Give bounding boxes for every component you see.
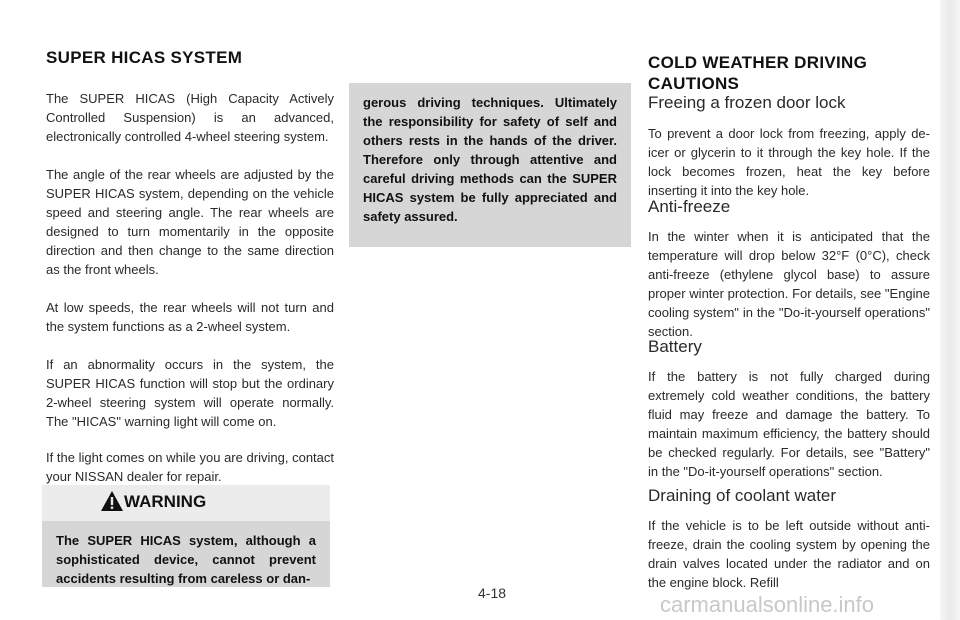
page-number: 4-18 bbox=[478, 585, 507, 601]
watermark-text: carmanualsonline.info bbox=[660, 592, 875, 617]
paragraph-hicas-rear-angle: The angle of the rear wheels are adjusted by the SUPER HICAS system, depending on the vehicle speed and steering angle. The rear wheels are designed to turn momentarily in the opposite direction and then change to the same direction as the front wheels. bbox=[46, 167, 334, 277]
paragraph-frozen-door-lock: To prevent a door lock from freezing, apply de-icer or glycerin to it through the key hole. If the lock becomes frozen, heat the key before inserting it into the key hole. bbox=[648, 126, 930, 198]
warning-text-part-2: gerous driving techniques. Ultimately the responsibility for safety of self and others rests in the hands of the driver. Therefore only through attentive and careful driving methods can the SUPER HICAS system be fully appreciated and safety assured. bbox=[349, 83, 631, 247]
warning-text-part-1: The SUPER HICAS system, although a sophisticated device, cannot prevent accidents resulting from careless or dan- bbox=[42, 521, 330, 587]
paragraph-hicas-abnormality: If an abnormality occurs in the system, the SUPER HICAS function will stop but the ordinary 2-wheel steering system will operate normally. The "HICAS" warning light will come on. bbox=[46, 357, 334, 429]
subheading-battery: Battery bbox=[648, 337, 702, 356]
warning-triangle-icon bbox=[100, 490, 124, 512]
paragraph-hicas-low-speed: At low speeds, the rear wheels will not turn and the system functions as a 2-wheel system. bbox=[46, 300, 334, 334]
paragraph-hicas-dealer: If the light comes on while you are driving, contact your NISSAN dealer for repair. bbox=[46, 450, 334, 484]
subheading-draining-coolant: Draining of coolant water bbox=[648, 486, 837, 505]
paragraph-anti-freeze: In the winter when it is anticipated that the temperature will drop below 32°F (0°C), check anti-freeze (ethylene glycol base) to assure proper winter protection. For details, see "Engine cooling system" in the "Do-it-yourself operations" section. bbox=[648, 229, 930, 339]
paragraph-draining-coolant: If the vehicle is to be left outside without anti-freeze, drain the cooling system by opening the drain valves located under the radiator and on the engine block. Refill bbox=[648, 518, 930, 590]
section-heading-cold-weather: COLD WEATHER DRIVING CAUTIONS bbox=[648, 53, 868, 93]
warning-title: WARNING bbox=[124, 492, 207, 511]
paragraph-battery: If the battery is not fully charged during extremely cold weather conditions, the battery fluid may freeze and damage the battery. To maintain maximum efficiency, the battery should be checked regularly. For details, see "Battery" in the "Do-it-yourself operations" section. bbox=[648, 369, 930, 479]
subheading-anti-freeze: Anti-freeze bbox=[648, 197, 731, 216]
subheading-frozen-door-lock: Freeing a frozen door lock bbox=[648, 93, 846, 112]
section-heading-super-hicas: SUPER HICAS SYSTEM bbox=[46, 48, 243, 67]
page-edge-shadow bbox=[940, 0, 960, 620]
paragraph-hicas-intro: The SUPER HICAS (High Capacity Actively Controlled Suspension) is an advanced, electronically controlled 4-wheel steering system. bbox=[46, 91, 334, 144]
